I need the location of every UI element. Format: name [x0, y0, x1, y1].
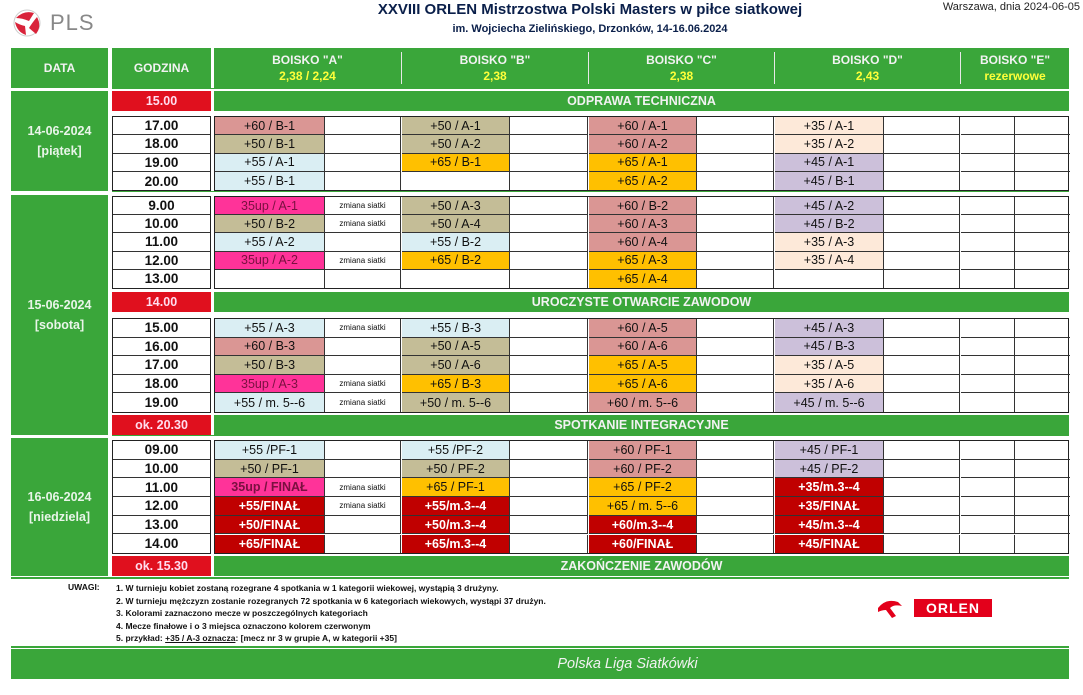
match-cell-court-a[interactable] — [215, 270, 325, 288]
match-cell-court-b[interactable]: +65 / B-2 — [402, 252, 510, 270]
time-column — [112, 116, 211, 191]
time-column — [112, 440, 211, 554]
empty-cell — [697, 270, 774, 288]
match-grid — [214, 318, 1069, 413]
match-cell-court-e — [961, 338, 1015, 357]
court-name: BOISKO "D" — [832, 53, 903, 67]
match-cell-court-b[interactable]: +65 / B-1 — [402, 154, 510, 172]
empty-cell — [697, 356, 774, 375]
match-cell-court-e — [961, 319, 1015, 338]
empty-cell — [697, 497, 774, 516]
match-cell-court-d[interactable]: +45 / A-2 — [775, 197, 884, 215]
match-cell-court-b[interactable]: +65 / PF-1 — [402, 478, 510, 497]
match-cell-court-b[interactable]: +50/m.3--4 — [402, 516, 510, 535]
event-title: SPOTKANIE INTEGRACYJNE — [214, 415, 1069, 435]
match-time: 09.00 — [113, 441, 210, 460]
net-change-note — [325, 270, 401, 288]
orlen-logo-text: ORLEN — [926, 600, 980, 616]
match-cell-court-c[interactable]: +60 / PF-2 — [589, 460, 697, 479]
empty-cell — [697, 338, 774, 357]
match-cell-court-c[interactable]: +65 / A-2 — [589, 172, 697, 190]
section-separator — [112, 88, 1069, 89]
match-cell-court-e — [961, 270, 1015, 288]
match-cell-court-b[interactable]: +50 / A-6 — [402, 356, 510, 375]
match-cell-court-e — [961, 516, 1015, 535]
match-cell-court-a[interactable]: +50 / B-2 — [215, 215, 325, 233]
match-cell-court-e — [1015, 516, 1070, 535]
day-date-cell — [11, 91, 108, 191]
match-time: 11.00 — [113, 233, 210, 251]
match-cell-court-c[interactable]: +60 / m. 5--6 — [589, 393, 697, 412]
match-time: 18.00 — [113, 375, 210, 394]
section-separator — [112, 435, 1069, 436]
net-change-note — [325, 172, 401, 190]
empty-cell — [884, 516, 960, 535]
empty-cell — [697, 197, 774, 215]
match-cell-court-a[interactable]: 35up / FINAŁ — [215, 478, 325, 497]
event-title: ODPRAWA TECHNICZNA — [214, 91, 1069, 111]
match-cell-court-e — [961, 535, 1015, 554]
match-cell-court-c[interactable]: +60 / A-4 — [589, 233, 697, 251]
date-stamp: Warszawa, dnia 2024-06-05 — [942, 1, 1080, 13]
match-cell-court-a[interactable]: +55 / m. 5--6 — [215, 393, 325, 412]
match-cell-court-c[interactable]: +60 / A-1 — [589, 117, 697, 135]
empty-cell — [697, 154, 774, 172]
empty-cell — [884, 393, 960, 412]
court-name: BOISKO "C" — [646, 53, 717, 67]
match-cell-court-e — [961, 441, 1015, 460]
match-time: 20.00 — [144, 173, 179, 189]
match-cell-court-d[interactable]: +45 / A-1 — [775, 154, 884, 172]
match-cell-court-a[interactable]: +50 / B-1 — [215, 135, 325, 153]
day-weekday: [niedziela] — [28, 510, 91, 524]
column-header-godzina-label: GODZINA — [133, 61, 190, 75]
match-cell-court-e — [961, 393, 1015, 412]
empty-cell — [697, 252, 774, 270]
footer-text: Polska Liga Siatkówki — [557, 656, 698, 672]
empty-cell — [884, 172, 960, 190]
match-cell-court-b[interactable]: +50 / A-5 — [402, 338, 510, 357]
column-header-godzina — [112, 48, 211, 88]
time-column — [112, 318, 211, 413]
net-change-note: zmiana siatki — [325, 252, 401, 270]
section-separator — [11, 577, 1069, 579]
column-header-court-c — [589, 48, 774, 88]
empty-cell — [884, 338, 960, 357]
court-name: BOISKO "B" — [459, 53, 531, 67]
match-cell-court-e — [1015, 319, 1070, 338]
match-cell-court-e — [961, 197, 1015, 215]
match-cell-court-e — [1015, 172, 1070, 190]
match-cell-court-d[interactable]: +45/m.3--4 — [775, 516, 884, 535]
empty-cell — [884, 135, 960, 153]
event-title: ZAKOŃCZENIE ZAWODÓW — [214, 556, 1069, 576]
match-cell-court-c[interactable]: +60 / B-2 — [589, 197, 697, 215]
column-header-court-a — [214, 48, 401, 88]
empty-cell — [884, 154, 960, 172]
event-title: UROCZYSTE OTWARCIE ZAWODOW — [214, 292, 1069, 312]
net-change-note: zmiana siatki — [325, 478, 401, 497]
column-header-data — [11, 48, 108, 88]
match-cell-court-e — [1015, 375, 1070, 394]
net-change-note: zmiana siatki — [325, 375, 401, 394]
empty-cell — [697, 393, 774, 412]
empty-cell — [510, 338, 588, 357]
empty-cell — [697, 215, 774, 233]
match-cell-court-a[interactable]: +55 / A-2 — [215, 233, 325, 251]
match-cell-court-d[interactable]: +35 / A-2 — [775, 135, 884, 153]
day-date-cell — [11, 438, 108, 576]
match-cell-court-a[interactable]: +55/FINAŁ — [215, 497, 325, 516]
net-change-note: zmiana siatki — [325, 319, 401, 338]
match-time: 19.00 — [113, 154, 210, 172]
match-cell-court-a[interactable]: +65/FINAŁ — [215, 535, 325, 554]
match-cell-court-d[interactable]: +45/FINAŁ — [775, 535, 884, 554]
match-cell-court-a[interactable]: +60 / B-1 — [215, 117, 325, 135]
match-cell-court-d[interactable]: +45 / PF-1 — [775, 441, 884, 460]
match-cell-court-e — [1015, 215, 1070, 233]
column-header-data-label: DATA — [43, 61, 76, 75]
empty-cell — [884, 375, 960, 394]
empty-cell — [884, 270, 960, 288]
notes-label: UWAGI: — [68, 582, 100, 592]
match-cell-court-c[interactable]: +65 / A-4 — [589, 270, 697, 288]
match-cell-court-e — [1015, 117, 1070, 135]
empty-cell — [697, 441, 774, 460]
match-cell-court-e — [1015, 393, 1070, 412]
match-cell-court-b[interactable]: +65/m.3--4 — [402, 535, 510, 554]
match-cell-court-c[interactable]: +60 / PF-1 — [589, 441, 697, 460]
match-cell-court-d[interactable]: +35/FINAŁ — [775, 497, 884, 516]
match-cell-court-d[interactable]: +35 / A-6 — [775, 375, 884, 394]
note-item: 3. Kolorami zaznaczono mecze w poszczególnych kategoriach — [116, 608, 368, 618]
match-cell-court-b[interactable]: +50 / A-4 — [402, 215, 510, 233]
match-cell-court-c[interactable]: +65 / A-6 — [589, 375, 697, 394]
net-change-note: zmiana siatki — [325, 393, 401, 412]
match-cell-court-e — [1015, 535, 1070, 554]
match-cell-court-e — [961, 135, 1015, 153]
event-time: 14.00 — [112, 292, 211, 312]
empty-cell — [884, 356, 960, 375]
court-name: BOISKO "A" — [272, 53, 343, 67]
match-cell-court-b[interactable]: +65 / B-3 — [402, 375, 510, 394]
empty-cell — [510, 319, 588, 338]
net-change-note — [325, 356, 401, 375]
match-cell-court-d[interactable] — [775, 270, 884, 288]
net-height: 2,38 — [669, 69, 694, 83]
match-cell-court-b[interactable] — [402, 172, 510, 190]
match-cell-court-a[interactable]: +55 /PF-1 — [215, 441, 325, 460]
net-change-note — [325, 535, 401, 554]
note-example-underlined: +35 / A-3 oznacza — [165, 633, 236, 643]
net-change-note — [325, 154, 401, 172]
match-time: 19.00 — [144, 395, 179, 411]
match-cell-court-e — [1015, 497, 1070, 516]
match-cell-court-e — [961, 356, 1015, 375]
match-cell-court-e — [1015, 356, 1070, 375]
match-cell-court-e — [961, 154, 1015, 172]
empty-cell — [510, 135, 588, 153]
empty-cell — [697, 233, 774, 251]
empty-cell — [510, 233, 588, 251]
net-change-note: zmiana siatki — [325, 497, 401, 516]
match-time: 12.00 — [113, 497, 210, 516]
note-item: 1. W turnieju kobiet zostaną rozegrane 4 spotkania w 1 kategorii wiekowej, wystąpią 3 drużyny. — [116, 583, 499, 593]
empty-cell — [884, 478, 960, 497]
match-cell-court-a[interactable]: 35up / A-3 — [215, 375, 325, 394]
empty-cell — [697, 478, 774, 497]
match-cell-court-e — [961, 172, 1015, 190]
empty-cell — [697, 516, 774, 535]
court-name: BOISKO "E" — [979, 53, 1051, 67]
notes-list — [116, 582, 546, 645]
match-time: 18.00 — [113, 135, 210, 153]
event-time: 15.00 — [112, 91, 211, 111]
empty-cell — [884, 233, 960, 251]
net-change-note — [325, 233, 401, 251]
day-weekday: [piątek] — [37, 144, 82, 158]
empty-cell — [510, 393, 588, 412]
match-time: 13.00 — [144, 271, 179, 287]
match-cell-court-e — [1015, 135, 1070, 153]
empty-cell — [510, 252, 588, 270]
match-cell-court-a[interactable]: +50/FINAŁ — [215, 516, 325, 535]
match-time: 17.00 — [113, 117, 210, 135]
empty-cell — [510, 215, 588, 233]
match-cell-court-d[interactable]: +35 / A-1 — [775, 117, 884, 135]
match-cell-court-b[interactable]: +50 / A-3 — [402, 197, 510, 215]
match-cell-court-e — [961, 252, 1015, 270]
empty-cell — [510, 516, 588, 535]
match-cell-court-d[interactable]: +45 / m. 5--6 — [775, 393, 884, 412]
net-change-note — [325, 460, 401, 479]
match-cell-court-d[interactable]: +45 / B-2 — [775, 215, 884, 233]
column-header-court-d — [775, 48, 960, 88]
note-example-suffix: : [mecz nr 3 w grupie A, w kategorii +35] — [235, 633, 397, 643]
match-cell-court-d[interactable]: +45 / PF-2 — [775, 460, 884, 479]
empty-cell — [884, 215, 960, 233]
empty-cell — [884, 460, 960, 479]
event-time: ok. 20.30 — [112, 415, 211, 435]
match-cell-court-b[interactable]: +50 / PF-2 — [402, 460, 510, 479]
match-cell-court-a[interactable]: 35up / A-1 — [215, 197, 325, 215]
match-cell-court-c[interactable]: +60/m.3--4 — [589, 516, 697, 535]
day-weekday: [sobota] — [34, 318, 85, 332]
match-cell-court-a[interactable]: +55 / A-1 — [215, 154, 325, 172]
match-grid — [214, 116, 1069, 191]
empty-cell — [510, 172, 588, 190]
net-change-note — [325, 441, 401, 460]
day-date-cell — [11, 195, 108, 435]
match-grid — [214, 196, 1069, 289]
match-cell-court-e — [1015, 338, 1070, 357]
column-header-court-b — [402, 48, 588, 88]
match-cell-court-a[interactable]: +50 / PF-1 — [215, 460, 325, 479]
empty-cell — [510, 197, 588, 215]
match-cell-court-a[interactable]: +50 / B-3 — [215, 356, 325, 375]
match-cell-court-b[interactable]: +50 / m. 5--6 — [402, 393, 510, 412]
match-cell-court-e — [1015, 197, 1070, 215]
match-cell-court-d[interactable]: +45 / B-3 — [775, 338, 884, 357]
empty-cell — [510, 535, 588, 554]
empty-cell — [697, 375, 774, 394]
match-cell-court-c[interactable]: +60 / A-3 — [589, 215, 697, 233]
page-subtitle: im. Wojciecha Zielińskiego, Drzonków, 14-16.06.2024 — [452, 23, 728, 35]
empty-cell — [510, 356, 588, 375]
match-cell-court-a[interactable]: +60 / B-3 — [215, 338, 325, 357]
empty-cell — [884, 197, 960, 215]
event-time: ok. 15.30 — [112, 556, 211, 576]
day-date: 16-06-2024 — [27, 490, 92, 504]
match-cell-court-b[interactable]: +55/m.3--4 — [402, 497, 510, 516]
empty-cell — [697, 117, 774, 135]
match-time: 13.00 — [113, 516, 210, 535]
empty-cell — [510, 375, 588, 394]
empty-cell — [884, 252, 960, 270]
match-cell-court-e — [961, 117, 1015, 135]
empty-cell — [884, 497, 960, 516]
net-height: 2,38 — [483, 69, 507, 83]
match-time: 15.00 — [113, 319, 210, 338]
match-time: 9.00 — [113, 197, 210, 215]
match-cell-court-b[interactable]: +50 / A-2 — [402, 135, 510, 153]
match-cell-court-c[interactable]: +60 / A-2 — [589, 135, 697, 153]
match-cell-court-d[interactable]: +35 / A-4 — [775, 252, 884, 270]
empty-cell — [884, 319, 960, 338]
match-time: 12.00 — [113, 252, 210, 270]
net-change-note — [325, 135, 401, 153]
page-title: XXVIII ORLEN Mistrzostwa Polski Masters w piłce siatkowej — [377, 1, 803, 18]
empty-cell — [510, 478, 588, 497]
match-cell-court-a[interactable]: 35up / A-2 — [215, 252, 325, 270]
match-cell-court-e — [961, 375, 1015, 394]
note-item: 2. W turnieju mężczyzn zostanie rozegranych 72 spotkania w 6 kategoriach wiekowych, wystąpi 37 drużyn. — [116, 595, 546, 606]
match-cell-court-b[interactable]: +55 / B-3 — [402, 319, 510, 338]
note-item — [116, 632, 546, 645]
match-cell-court-c[interactable]: +65 / m. 5--6 — [589, 497, 697, 516]
empty-cell — [510, 117, 588, 135]
match-cell-court-c[interactable]: +60 / A-6 — [589, 338, 697, 357]
time-column — [112, 196, 211, 289]
empty-cell — [697, 460, 774, 479]
match-cell-court-e — [961, 497, 1015, 516]
match-cell-court-d[interactable]: +35/m.3--4 — [775, 478, 884, 497]
day-date: 14-06-2024 — [27, 124, 92, 138]
match-time: 14.00 — [144, 536, 179, 552]
section-separator — [112, 191, 1069, 192]
empty-cell — [884, 535, 960, 554]
match-cell-court-c[interactable]: +65 / PF-2 — [589, 478, 697, 497]
day-date: 15-06-2024 — [27, 298, 92, 312]
match-cell-court-e — [961, 215, 1015, 233]
match-cell-court-a[interactable]: +55 / B-1 — [215, 172, 325, 190]
match-cell-court-b[interactable]: +50 / A-1 — [402, 117, 510, 135]
match-cell-court-e — [961, 478, 1015, 497]
match-cell-court-b[interactable]: +55 / B-2 — [402, 233, 510, 251]
match-cell-court-e — [1015, 460, 1070, 479]
empty-cell — [697, 172, 774, 190]
match-cell-court-d[interactable]: +35 / A-3 — [775, 233, 884, 251]
net-change-note — [325, 117, 401, 135]
match-cell-court-c[interactable]: +60/FINAŁ — [589, 535, 697, 554]
match-cell-court-a[interactable]: +55 / A-3 — [215, 319, 325, 338]
empty-cell — [697, 319, 774, 338]
note-item: 4. Mecze finałowe i o 3 miejsca oznaczono kolorem czerwonym — [116, 620, 371, 631]
empty-cell — [510, 460, 588, 479]
column-header-court-e — [961, 48, 1069, 88]
match-cell-court-d[interactable]: +45 / A-3 — [775, 319, 884, 338]
section-separator — [11, 646, 1069, 648]
match-cell-court-e — [1015, 270, 1070, 288]
match-cell-court-c[interactable]: +65 / A-5 — [589, 356, 697, 375]
match-cell-court-e — [1015, 441, 1070, 460]
match-cell-court-c[interactable]: +65 / A-3 — [589, 252, 697, 270]
pls-logo-text: PLS — [50, 10, 95, 35]
empty-cell — [697, 135, 774, 153]
note-example-prefix: 5. przykład: — [116, 633, 166, 643]
empty-cell — [884, 441, 960, 460]
match-cell-court-d[interactable]: +45 / B-1 — [775, 172, 884, 190]
match-time: 10.00 — [113, 460, 210, 479]
empty-cell — [510, 270, 588, 288]
match-cell-court-c[interactable]: +65 / A-1 — [589, 154, 697, 172]
match-cell-court-e — [1015, 478, 1070, 497]
net-change-note: zmiana siatki — [325, 215, 401, 233]
net-height: 2,38 / 2,24 — [279, 69, 336, 83]
match-grid — [214, 440, 1069, 554]
match-cell-court-b[interactable]: +55 /PF-2 — [402, 441, 510, 460]
empty-cell — [884, 117, 960, 135]
net-change-note — [325, 338, 401, 357]
match-cell-court-c[interactable]: +60 / A-5 — [589, 319, 697, 338]
match-cell-court-d[interactable]: +35 / A-5 — [775, 356, 884, 375]
empty-cell — [510, 497, 588, 516]
match-cell-court-b[interactable] — [402, 270, 510, 288]
match-time: 16.00 — [113, 338, 210, 357]
match-cell-court-e — [961, 460, 1015, 479]
net-change-note — [325, 516, 401, 535]
empty-cell — [510, 441, 588, 460]
net-height: rezerwowe — [984, 69, 1046, 83]
match-time: 17.00 — [113, 356, 210, 375]
match-cell-court-e — [1015, 154, 1070, 172]
empty-cell — [510, 154, 588, 172]
match-cell-court-e — [1015, 252, 1070, 270]
match-cell-court-e — [1015, 233, 1070, 251]
match-time: 11.00 — [113, 478, 210, 497]
empty-cell — [697, 535, 774, 554]
match-cell-court-e — [961, 233, 1015, 251]
net-change-note: zmiana siatki — [325, 197, 401, 215]
net-height: 2,43 — [855, 69, 880, 83]
match-time: 10.00 — [113, 215, 210, 233]
